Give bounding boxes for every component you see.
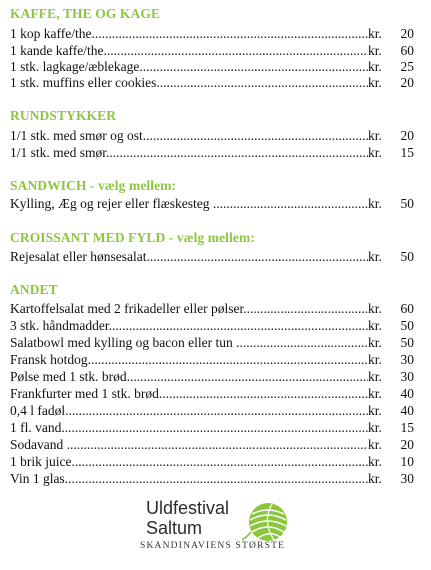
- item-name: Frankfurter med 1 stk. brød .....: [10, 385, 368, 402]
- item-unit: kr.: [368, 369, 382, 384]
- item-unit: kr.: [368, 454, 382, 469]
- menu-item: [10, 368, 414, 385]
- item-unit: kr.: [368, 437, 382, 452]
- menu-item: [10, 144, 414, 161]
- menu-item: [10, 436, 414, 453]
- menu-item: [10, 58, 414, 75]
- menu-item: [10, 195, 414, 212]
- logo-line-1: Uldfestival: [146, 498, 230, 518]
- item-price: 50: [400, 335, 414, 350]
- menu-item: [10, 300, 414, 317]
- item-unit: kr.: [368, 471, 382, 486]
- item-unit: kr.: [368, 249, 382, 264]
- item-price: 60: [400, 43, 414, 58]
- item-name: 0,4 l fadøl .....: [10, 402, 368, 419]
- section-title-kaffe: KAFFE, THE OG KAGE: [10, 6, 161, 21]
- item-price: 20: [400, 437, 414, 452]
- menu-item: [10, 317, 414, 334]
- item-unit: kr.: [368, 386, 382, 401]
- item-unit: kr.: [368, 420, 382, 435]
- menu-item: [10, 334, 414, 351]
- menu-item: [10, 453, 414, 470]
- item-name: 1 brik juice .....: [10, 453, 368, 470]
- logo-line-2: Saltum: [146, 518, 203, 538]
- item-price: 30: [400, 471, 414, 486]
- item-name: Vin 1 glas .....: [10, 470, 368, 487]
- item-name: Fransk hotdog .....: [10, 351, 368, 368]
- item-unit: kr.: [368, 352, 382, 367]
- menu-item: [10, 470, 414, 487]
- logo-tagline: SKANDINAVIENS STØRSTE: [140, 541, 286, 551]
- yarn-ball-icon: [242, 500, 294, 544]
- item-price: 20: [400, 26, 414, 41]
- item-price: 15: [400, 145, 414, 160]
- section-title-sandwich: SANDWICH - vælg mellem:: [10, 178, 177, 193]
- item-price: 50: [400, 196, 414, 211]
- item-unit: kr.: [368, 318, 382, 333]
- menu-item: [10, 25, 414, 42]
- menu-item: [10, 402, 414, 419]
- section-title-andet: ANDET: [10, 282, 58, 297]
- item-price: 50: [400, 318, 414, 333]
- item-name: Sodavand .....: [10, 436, 368, 453]
- item-unit: kr.: [368, 75, 382, 90]
- item-name: Kartoffelsalat med 2 frikadeller eller pølser .....: [10, 300, 368, 317]
- item-price: 30: [400, 352, 414, 367]
- item-unit: kr.: [368, 43, 382, 58]
- item-unit: kr.: [368, 145, 382, 160]
- item-unit: kr.: [368, 26, 382, 41]
- item-name: Pølse med 1 stk. brød .....: [10, 368, 368, 385]
- item-unit: kr.: [368, 128, 382, 143]
- item-unit: kr.: [368, 59, 382, 74]
- item-name: 1 kande kaffe/the .....: [10, 42, 368, 59]
- item-unit: kr.: [368, 335, 382, 350]
- item-unit: kr.: [368, 403, 382, 418]
- item-price: 10: [400, 454, 414, 469]
- section-title-croissant: CROISSANT MED FYLD - vælg mellem:: [10, 230, 255, 245]
- item-price: 40: [400, 403, 414, 418]
- menu-item: [10, 419, 414, 436]
- item-price: 20: [400, 128, 414, 143]
- menu-item: [10, 42, 414, 59]
- item-unit: kr.: [368, 301, 382, 316]
- item-unit: kr.: [368, 196, 382, 211]
- menu-item: [10, 74, 414, 91]
- menu-item: [10, 127, 414, 144]
- item-price: 40: [400, 386, 414, 401]
- menu-item: [10, 248, 414, 265]
- item-name: 1 kop kaffe/the .....: [10, 25, 368, 42]
- item-name: 1/1 stk. med smør .....: [10, 144, 368, 161]
- item-name: Rejesalat eller hønsesalat .....: [10, 248, 368, 265]
- item-price: 60: [400, 301, 414, 316]
- item-name: Salatbowl med kylling og bacon eller tun .....: [10, 334, 368, 351]
- item-price: 25: [400, 59, 414, 74]
- item-price: 50: [400, 249, 414, 264]
- item-price: 30: [400, 369, 414, 384]
- item-name: Kylling, Æg og rejer eller flæskesteg .....: [10, 195, 368, 212]
- item-price: 15: [400, 420, 414, 435]
- item-name: 3 stk. håndmadder .....: [10, 317, 368, 334]
- menu-item: [10, 351, 414, 368]
- item-price: 20: [400, 75, 414, 90]
- item-name: 1 stk. muffins eller cookies .....: [10, 74, 368, 91]
- item-name: 1 stk. lagkage/æblekage .....: [10, 58, 368, 75]
- menu-item: [10, 385, 414, 402]
- section-title-rundstykker: RUNDSTYKKER: [10, 108, 117, 123]
- uldfestival-logo: [140, 496, 310, 558]
- item-name: 1/1 stk. med smør og ost .....: [10, 127, 368, 144]
- item-name: 1 fl. vand .....: [10, 419, 368, 436]
